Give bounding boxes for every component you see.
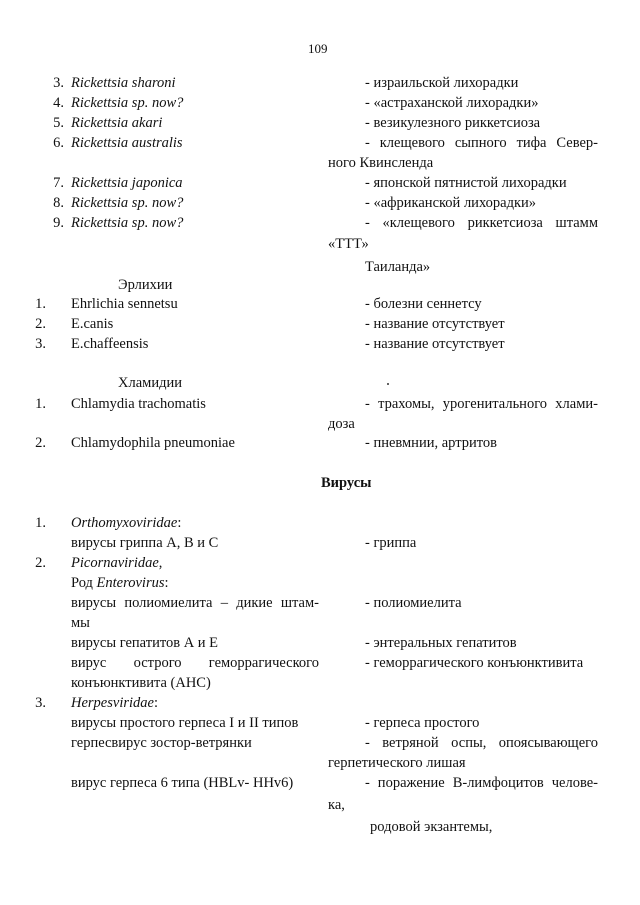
disease-name: - клещевого сыпного тифа Север- (365, 135, 598, 151)
organism-name: Chlamydia trachomatis (71, 396, 206, 412)
virus-name: вирусы простого герпеса I и II типов (71, 715, 299, 731)
family-name: Herpesviridae (71, 695, 154, 711)
organism-name: Rickettsia japonica (71, 175, 183, 191)
virus-name: вирусы полиомиелита – дикие штам- (71, 595, 319, 611)
virus-name: герпесвирус зостор-ветрянки (71, 735, 252, 751)
stray-dot (387, 383, 389, 385)
disease-name: - трахомы, урогенитального хлами- (365, 396, 598, 412)
list-number: 2. (35, 316, 46, 332)
disease-name: - везикулезного риккетсиоза (365, 115, 541, 131)
disease-name: - гриппа (365, 535, 417, 551)
disease-name-continuation: Таиланда» (365, 259, 431, 275)
disease-name: - энтеральных гепатитов (365, 635, 517, 651)
virus-name: вирус острого геморрагического (71, 655, 319, 671)
family-name: Orthomyxoviridae (71, 515, 178, 531)
organism-name: E.chaffeensis (71, 336, 149, 352)
section-heading-viruses: Вирусы (321, 475, 372, 491)
section-heading-ehrlichia: Эрлихии (118, 277, 173, 293)
disease-name: - «африканской лихорадки» (365, 195, 537, 211)
organism-name: Ehrlichia sennetsu (71, 296, 178, 312)
family-suffix: : (153, 695, 158, 711)
organism-name: Rickettsia akari (71, 115, 163, 131)
section-heading-chlamydia: Хламидии (118, 375, 182, 391)
page-number: 109 (308, 41, 328, 56)
list-number: 3. (35, 336, 46, 352)
disease-name: - геморрагического конъюнктивита (365, 655, 584, 671)
genus-suffix: : (164, 575, 169, 591)
organism-name: E.canis (71, 316, 114, 332)
disease-name: - израильской лихорадки (365, 75, 519, 91)
family-suffix: : (177, 515, 182, 531)
virus-name-continuation: мы (71, 615, 90, 631)
virus-name-continuation: конъюнктивита (АНС) (71, 675, 211, 691)
genus-prefix: Род (71, 575, 97, 591)
disease-name: - «клещевого риккетсиоза штамм (365, 215, 598, 231)
list-number: 3. (53, 75, 64, 91)
disease-name-continuation: ного Квинсленда (328, 155, 434, 171)
list-number: 1. (35, 396, 46, 412)
disease-name: - «астраханской лихорадки» (365, 95, 539, 111)
list-number: 9. (53, 215, 64, 231)
list-number: 1. (35, 515, 46, 531)
list-number: 5. (53, 115, 64, 131)
disease-name: - пневмнии, артритов (365, 435, 497, 451)
family-name: Picornaviridae (71, 555, 159, 571)
organism-name: Rickettsia sp. now? (71, 195, 184, 211)
list-number: 4. (53, 95, 64, 111)
list-number: 6. (53, 135, 64, 151)
disease-name-continuation: «ТТТ» (328, 236, 369, 252)
disease-name: - болезни сеннетсу (365, 296, 482, 312)
organism-name: Rickettsia australis (71, 135, 183, 151)
family-suffix: , (158, 555, 163, 571)
organism-name: Rickettsia sp. now? (71, 215, 184, 231)
list-number: 3. (35, 695, 46, 711)
disease-name: - герпеса простого (365, 715, 480, 731)
list-number: 1. (35, 296, 46, 312)
virus-genus (71, 574, 169, 592)
disease-name-continuation: родовой экзантемы, (370, 819, 493, 835)
disease-name: - название отсутствует (365, 336, 505, 352)
organism-name: Chlamydophila pneumoniae (71, 435, 235, 451)
virus-name: вирусы гриппа А, В и С (71, 535, 219, 551)
organism-name: Rickettsia sp. now? (71, 95, 184, 111)
virus-name: вирус герпеса 6 типа (HBLv- HHv6) (71, 775, 294, 791)
list-number: 7. (53, 175, 64, 191)
virus-family (71, 694, 158, 712)
disease-name: - поражение В-лимфоцитов челове- (365, 775, 598, 791)
virus-name: вирусы гепатитов А и Е (71, 635, 219, 651)
disease-name: - ветряной оспы, опоясывающего (365, 735, 598, 751)
virus-family (71, 514, 181, 532)
disease-name-continuation: ка, (328, 797, 345, 813)
disease-name-continuation: герпетического лишая (328, 755, 466, 771)
list-number: 2. (35, 435, 46, 451)
list-number: 8. (53, 195, 64, 211)
virus-family (71, 554, 162, 572)
disease-name: - название отсутствует (365, 316, 505, 332)
disease-name-continuation: доза (328, 416, 355, 432)
disease-name: - японской пятнистой лихорадки (365, 175, 567, 191)
list-number: 2. (35, 555, 46, 571)
genus-name: Enterovirus (96, 575, 165, 591)
organism-name: Rickettsia sharoni (71, 75, 176, 91)
disease-name: - полиомиелита (365, 595, 462, 611)
